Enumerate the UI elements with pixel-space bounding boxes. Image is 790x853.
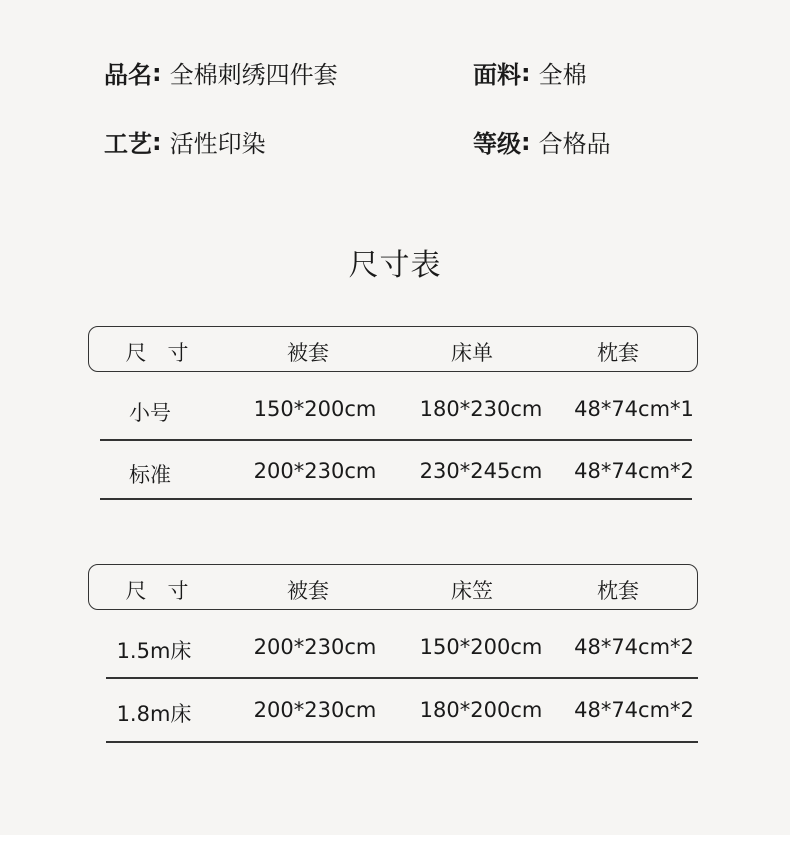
spec-label: 等级 — [473, 130, 521, 158]
row-size: 1.8m床 — [116, 702, 192, 726]
spec-separator: : — [521, 58, 531, 87]
row-pillowcase: 48*74cm*1 — [574, 397, 694, 421]
row-fitted-sheet: 180*200cm — [419, 698, 543, 722]
spec-label: 品名 — [104, 61, 152, 89]
row-divider — [100, 439, 692, 441]
header-cell-bed-sheet: 床单 — [451, 341, 493, 365]
row-duvet-cover: 200*230cm — [253, 459, 377, 483]
row-duvet-cover: 200*230cm — [253, 635, 377, 659]
row-fitted-sheet: 150*200cm — [419, 635, 543, 659]
row-bed-sheet: 230*245cm — [419, 459, 543, 483]
row-duvet-cover: 150*200cm — [253, 397, 377, 421]
header-cell-pillowcase: 枕套 — [597, 341, 639, 365]
header-cell-size: 尺 寸 — [125, 341, 189, 365]
row-size: 小号 — [129, 401, 171, 425]
row-size: 1.5m床 — [116, 639, 192, 663]
row-divider — [106, 677, 698, 679]
header-cell-size: 尺 寸 — [125, 579, 189, 603]
spec-value: 全棉 — [538, 61, 587, 89]
row-size: 标准 — [129, 463, 171, 487]
header-cell-duvet-cover: 被套 — [287, 579, 329, 603]
spec-value: 活性印染 — [169, 130, 266, 158]
spec-grade — [473, 124, 611, 159]
spec-separator: : — [152, 127, 162, 156]
spec-value: 合格品 — [538, 130, 611, 158]
spec-label: 面料 — [473, 61, 521, 89]
row-divider — [100, 498, 692, 500]
spec-separator: : — [521, 127, 531, 156]
header-cell-fitted-sheet: 床笠 — [451, 579, 493, 603]
row-pillowcase: 48*74cm*2 — [574, 459, 694, 483]
spec-product-name — [104, 55, 338, 90]
spec-fabric — [473, 55, 587, 90]
row-duvet-cover: 200*230cm — [253, 698, 377, 722]
size-table-title: 尺寸表 — [348, 248, 442, 283]
row-divider — [106, 741, 698, 743]
spec-separator: : — [152, 58, 162, 87]
row-pillowcase: 48*74cm*2 — [574, 698, 694, 722]
spec-label: 工艺 — [104, 130, 152, 158]
spec-craft — [104, 124, 266, 159]
header-cell-duvet-cover: 被套 — [287, 341, 329, 365]
row-bed-sheet: 180*230cm — [419, 397, 543, 421]
header-cell-pillowcase: 枕套 — [597, 579, 639, 603]
spec-value: 全棉刺绣四件套 — [169, 61, 338, 89]
row-pillowcase: 48*74cm*2 — [574, 635, 694, 659]
